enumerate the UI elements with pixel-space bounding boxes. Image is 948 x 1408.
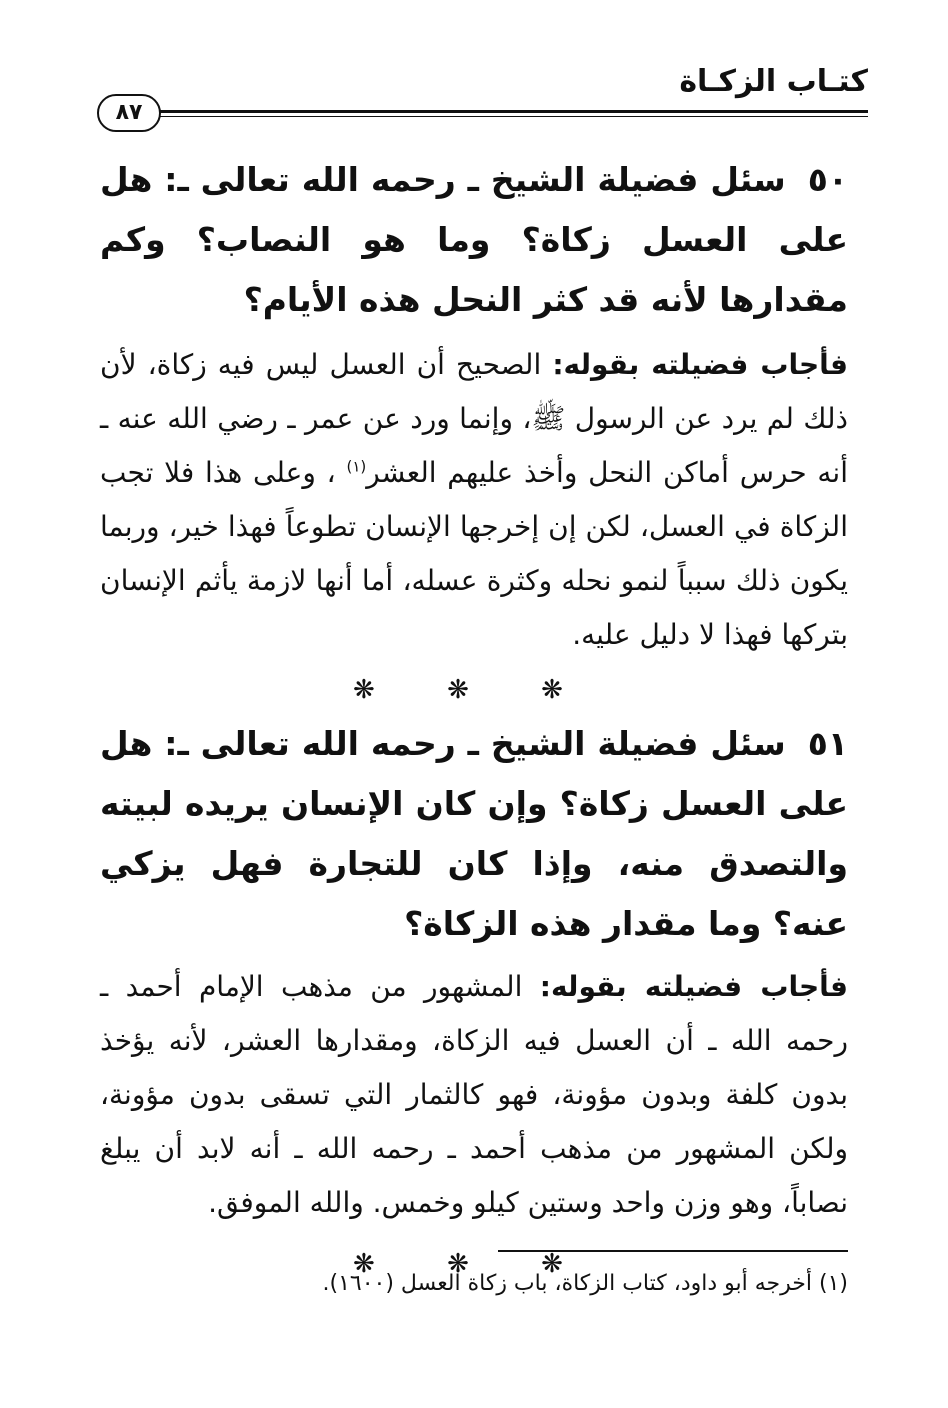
answer-text: الصحيح أن العسل ليس فيه زكاة، لأن ذلك لم يرد عن الرسول ﷺ، وإنما ورد عن عمر ـ رضي الله عنه ـ أنه حرس أماكن النحل وأخذ عليهم العشر [100,348,848,489]
answer-51 [100,960,848,1230]
footnote-rule [498,1250,848,1252]
question-text: سئل فضيلة الشيخ ـ رحمه الله تعالى ـ: هل على العسل زكاة؟ وإن كان الإنسان يريده لبيته والتصدق منه، وإذا كان للتجارة فهل يزكي عنه؟ وما مقدار هذه الزكاة؟ [100,724,848,943]
answer-lead: فأجاب فضيلته بقوله: [539,970,849,1003]
question-number: ٥٠ [807,160,848,199]
footnote: (١) أخرجه أبو داود، كتاب الزكاة، باب زكاة العسل (١٦٠٠). [322,1271,848,1296]
question-number: ٥١ [807,724,848,763]
section-separator: ❋ ❋ ❋ [353,1249,595,1279]
answer-50 [100,338,848,662]
page-content [100,150,848,1284]
answer-lead: فأجاب فضيلته بقوله: [552,348,849,381]
running-header-title: كتـاب الزكـاة [679,64,868,99]
answer-text-continued: ، وعلى هذا فلا تجب الزكاة في العسل، لكن إن إخرجها الإنسان تطوعاً فهذا خير، وربما يكون ذلك سبباً لنمو نحله وكثرة عسله، أما أنها لازمة يأثم الإنسان بتركها فهذا لا دليل عليه. [100,456,848,651]
section-separator: ❋ ❋ ❋ [353,675,595,705]
page-number: ٨٧ [97,94,161,132]
question-51 [100,714,848,954]
header-rule [150,110,868,113]
header-rule-thin [150,116,868,117]
footnote-reference: (١) [346,457,367,476]
answer-text: المشهور من مذهب الإمام أحمد ـ رحمه الله ـ أن العسل فيه الزكاة، ومقدارها العشر، لأنه يؤخذ بدون كلفة وبدون مؤونة، فهو كالثمار التي تسقى بدون مؤونة، ولكن المشهور من مذهب أحمد ـ رحمه الله ـ أنه لابد أن يبلغ نصاباً، وهو وزن واحد وستين كيلو وخمس. والله الموفق. [100,970,848,1219]
question-text: سئل فضيلة الشيخ ـ رحمه الله تعالى ـ: هل على العسل زكاة؟ وما هو النصاب؟ وكم مقدارها لأنه قد كثر النحل هذه الأيام؟ [100,160,848,319]
question-50 [100,150,848,330]
